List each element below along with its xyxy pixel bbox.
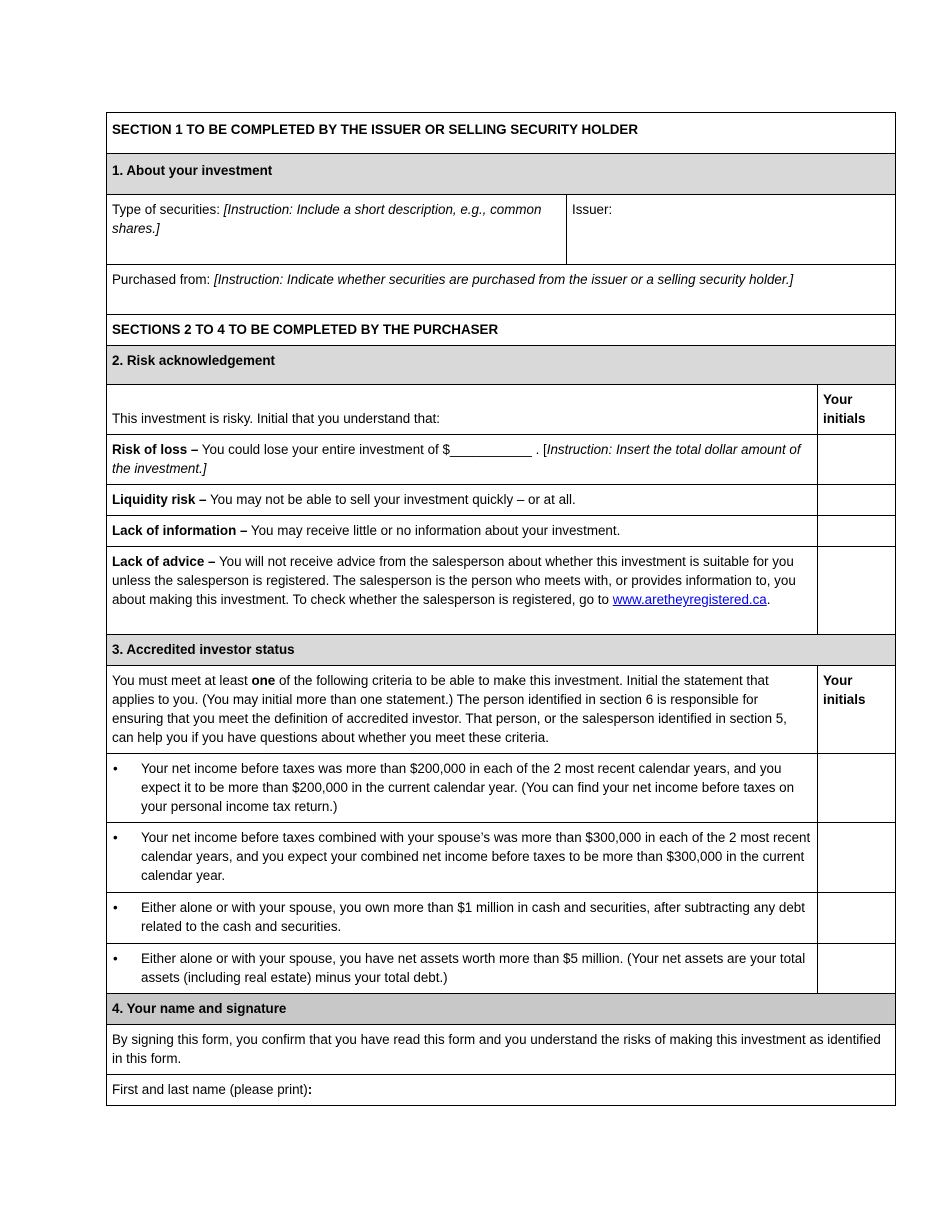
bullet-icon: • [113,830,118,845]
aretheyregistered-link[interactable]: www.aretheyregistered.ca [612,592,767,607]
type-of-securities-field[interactable] [107,195,567,265]
accredited-intro-a: You must meet at least [112,673,252,688]
risk-acknowledgement-form [106,112,896,1106]
lack-of-information-title: Lack of information – [112,523,248,538]
signature-confirm-text: By signing this form, you confirm that you have read this form and you understand the risks of making this investment as identified in this form. [107,1025,896,1075]
risk-initials-header: Your initials [818,385,896,435]
bullet-icon: • [113,951,118,966]
criterion-row [107,944,818,994]
criterion-text: Your net income before taxes combined with your spouse’s was more than $300,000 in each of the 2 most recent calendar years, and you expect your combined net income before taxes to be more than $300,000 in the current calendar year. [141,830,811,883]
risk-of-loss-text: You could lose your entire investment of $___________ . [ [198,442,547,457]
liquidity-risk-statement [107,485,818,516]
criterion-initials-box[interactable] [818,823,896,893]
section-1-heading: SECTION 1 TO BE COMPLETED BY THE ISSUER OR SELLING SECURITY HOLDER [107,113,896,154]
issuer-field[interactable] [567,195,896,265]
issuer-label: Issuer: [572,202,613,217]
lack-of-advice-statement [107,547,818,635]
bullet-icon: • [113,761,118,776]
lack-of-advice-initials-box[interactable] [818,547,896,635]
lack-of-information-statement [107,516,818,547]
risk-of-loss-initials-box[interactable] [818,435,896,485]
name-print-colon: : [307,1082,313,1097]
risk-of-loss-statement [107,435,818,485]
lack-of-advice-text: You will not receive advice from the salesperson about whether this investment is suitable for you unless the salesperson is registered. The salesperson is the person who meets with, or provides information to, you about making this investment. To check whether the salesperson is registered, go to [112,554,796,607]
purchased-from-label: Purchased from: [112,272,214,287]
criterion-initials-box[interactable] [818,754,896,823]
liquidity-risk-initials-box[interactable] [818,485,896,516]
accredited-intro-b: of the following criteria to be able to make this investment. Initial the statement that applies to you. (You may initial more than one statement.) The person identified in section 6 is responsible for ensuring that you meet the definition of accredited investor. That person, or the salesperson identified in section 5, can help you if you have questions about whether you meet these criteria. [112,673,787,745]
criterion-row [107,823,818,893]
bullet-icon: • [113,900,118,915]
criterion-text: Your net income before taxes was more than $200,000 in each of the 2 most recent calendar years, and you expect it to be more than $200,000 in the current calendar year. (You can find your net income before taxes on your personal income tax return.) [141,761,795,814]
criterion-text: Either alone or with your spouse, you own more than $1 million in cash and securities, after subtracting any debt related to the cash and securities. [141,900,805,934]
name-print-field[interactable] [107,1075,896,1106]
criterion-row [107,893,818,944]
criterion-row [107,754,818,823]
name-print-label: First and last name (please print) [112,1082,308,1097]
purchased-from-instruction: [Instruction: Indicate whether securities are purchased from the issuer or a selling security holder.] [213,272,794,287]
type-of-securities-instruction: [Instruction: Include a short description, e.g., common shares.] [112,202,542,236]
lack-of-information-text: You may receive little or no information about your investment. [247,523,621,538]
type-of-securities-label: Type of securities: [112,202,224,217]
risk-of-loss-title: Risk of loss – [112,442,199,457]
criterion-initials-box[interactable] [818,893,896,944]
lack-of-information-initials-box[interactable] [818,516,896,547]
purchased-from-field[interactable] [107,265,896,315]
accredited-intro-bold: one [251,673,276,688]
about-investment-heading: 1. About your investment [107,154,896,195]
name-signature-heading: 4. Your name and signature [107,994,896,1025]
lack-of-advice-title: Lack of advice – [112,554,216,569]
liquidity-risk-title: Liquidity risk – [112,492,207,507]
criterion-text: Either alone or with your spouse, you have net assets worth more than $5 million. (Your net assets are your total assets (including real estate) minus your total debt.) [141,951,806,985]
accredited-investor-heading: 3. Accredited investor status [107,635,896,666]
sections-2-to-4-heading: SECTIONS 2 TO 4 TO BE COMPLETED BY THE PURCHASER [107,315,896,346]
liquidity-risk-text: You may not be able to sell your investment quickly – or at all. [206,492,576,507]
risk-of-loss-instruction: Instruction: Insert the total dollar amount of the investment.] [112,442,801,476]
lack-of-advice-end: . [766,592,771,607]
accredited-intro [107,666,818,754]
risk-intro: This investment is risky. Initial that you understand that: [107,385,818,435]
risk-acknowledgement-heading: 2. Risk acknowledgement [107,346,896,385]
accredited-initials-header: Your initials [818,666,896,754]
criterion-initials-box[interactable] [818,944,896,994]
